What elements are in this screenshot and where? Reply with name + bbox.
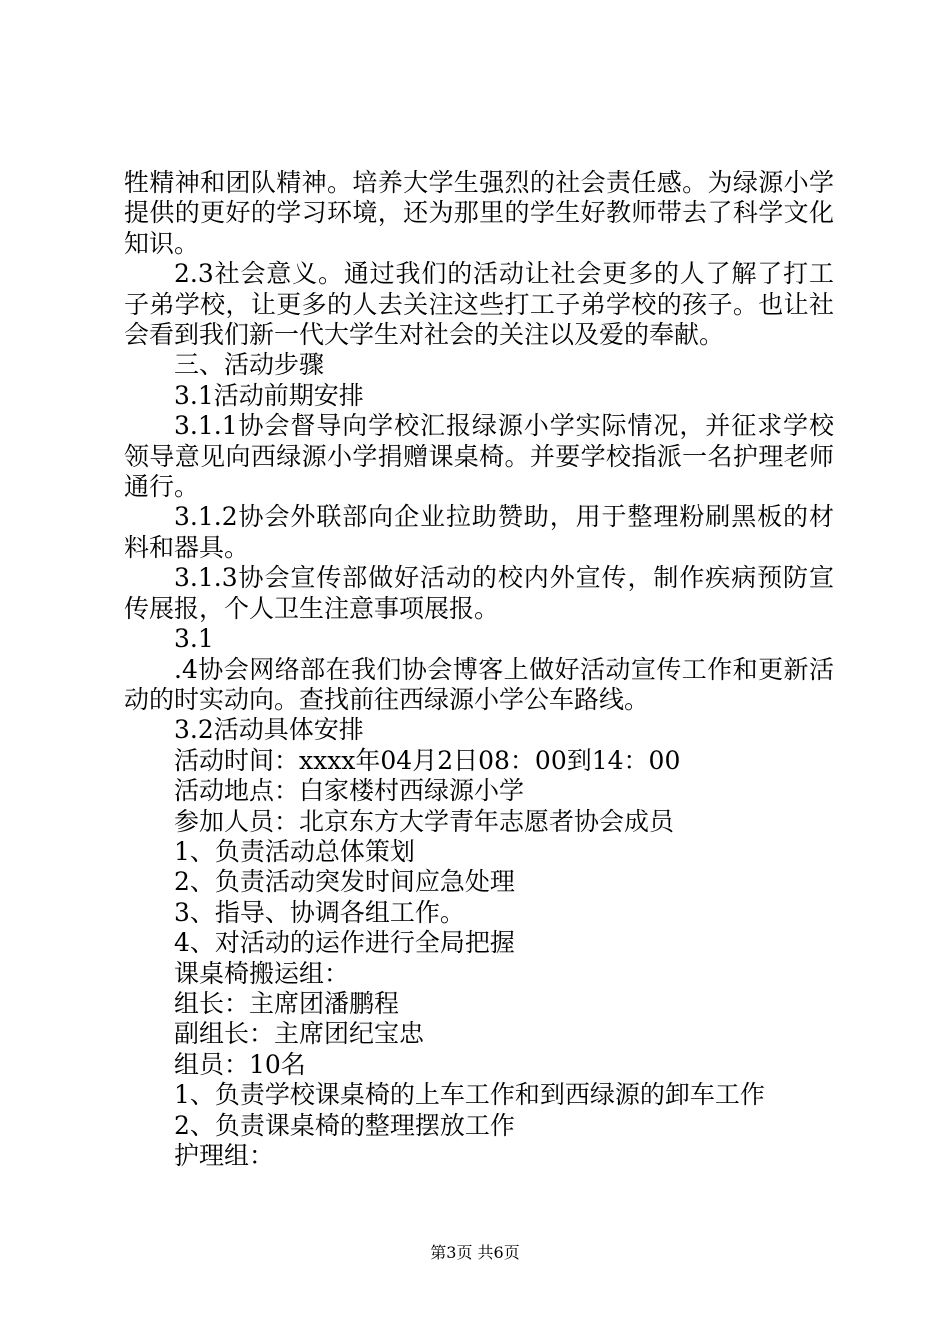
paragraph-social-significance: 2.3社会意义。通过我们的活动让社会更多的人了解了打工子弟学校，让更多的人去关注这些打工子弟学校的孩子。也让社会看到我们新一代大学生对社会的关注以及爱的奉献。: [124, 259, 834, 350]
paragraph-3-1-1: 3.1.1协会督导向学校汇报绿源小学实际情况，并征求学校领导意见向西绿源小学捐赠课桌椅。并要学校指派一名护理老师通行。: [124, 411, 834, 502]
list-item: 1、负责学校课桌椅的上车工作和到西绿源的卸车工作: [174, 1080, 765, 1110]
list-item: 4、对活动的运作进行全局把握: [174, 928, 515, 958]
group-deputy-leader: 副组长：主席团纪宝忠: [174, 1019, 425, 1049]
participants: 参加人员：北京东方大学青年志愿者协会成员: [174, 806, 675, 836]
paragraph-3-1-4: .4协会网络部在我们协会博客上做好活动宣传工作和更新活动的时实动向。查找前往西绿源小学公车路线。: [124, 654, 834, 714]
subheading-specific-arrangement: 3.2活动具体安排: [174, 715, 364, 745]
list-item: 2、负责课桌椅的整理摆放工作: [174, 1110, 515, 1140]
group-heading-furniture-moving: 课桌椅搬运组：: [174, 958, 350, 988]
section-heading-activity-steps: 三、活动步骤: [174, 350, 325, 380]
paragraph-3-1-3: 3.1.3协会宣传部做好活动的校内外宣传，制作疾病预防宣传展报，个人卫生注意事项展报。: [124, 563, 834, 623]
list-item: 2、负责活动突发时间应急处理: [174, 867, 515, 897]
document-body: [124, 168, 834, 1171]
group-members: 组员：10名: [174, 1049, 306, 1079]
group-heading-nursing: 护理组：: [174, 1141, 275, 1170]
subheading-preparation: 3.1活动前期安排: [174, 380, 364, 410]
activity-time: 活动时间：xxxx年04月2日08：00到14：00: [174, 745, 681, 775]
group-leader: 组长：主席团潘鹏程: [174, 988, 400, 1018]
paragraph-3-1-fragment: 3.1: [174, 624, 214, 654]
paragraph-3-1-2: 3.1.2协会外联部向企业拉助赞助，用于整理粉刷黑板的材料和器具。: [124, 502, 834, 562]
page-footer: 第3页 共6页: [430, 1243, 520, 1262]
activity-location: 活动地点：白家楼村西绿源小学: [174, 776, 525, 806]
paragraph-continuation: 牲精神和团队精神。培养大学生强烈的社会责任感。为绿源小学提供的更好的学习环境，还为那里的学生好教师带去了科学文化知识。: [124, 168, 834, 258]
list-item: 3、指导、协调各组工作。: [174, 897, 465, 927]
list-item: 1、负责活动总体策划: [174, 836, 415, 866]
